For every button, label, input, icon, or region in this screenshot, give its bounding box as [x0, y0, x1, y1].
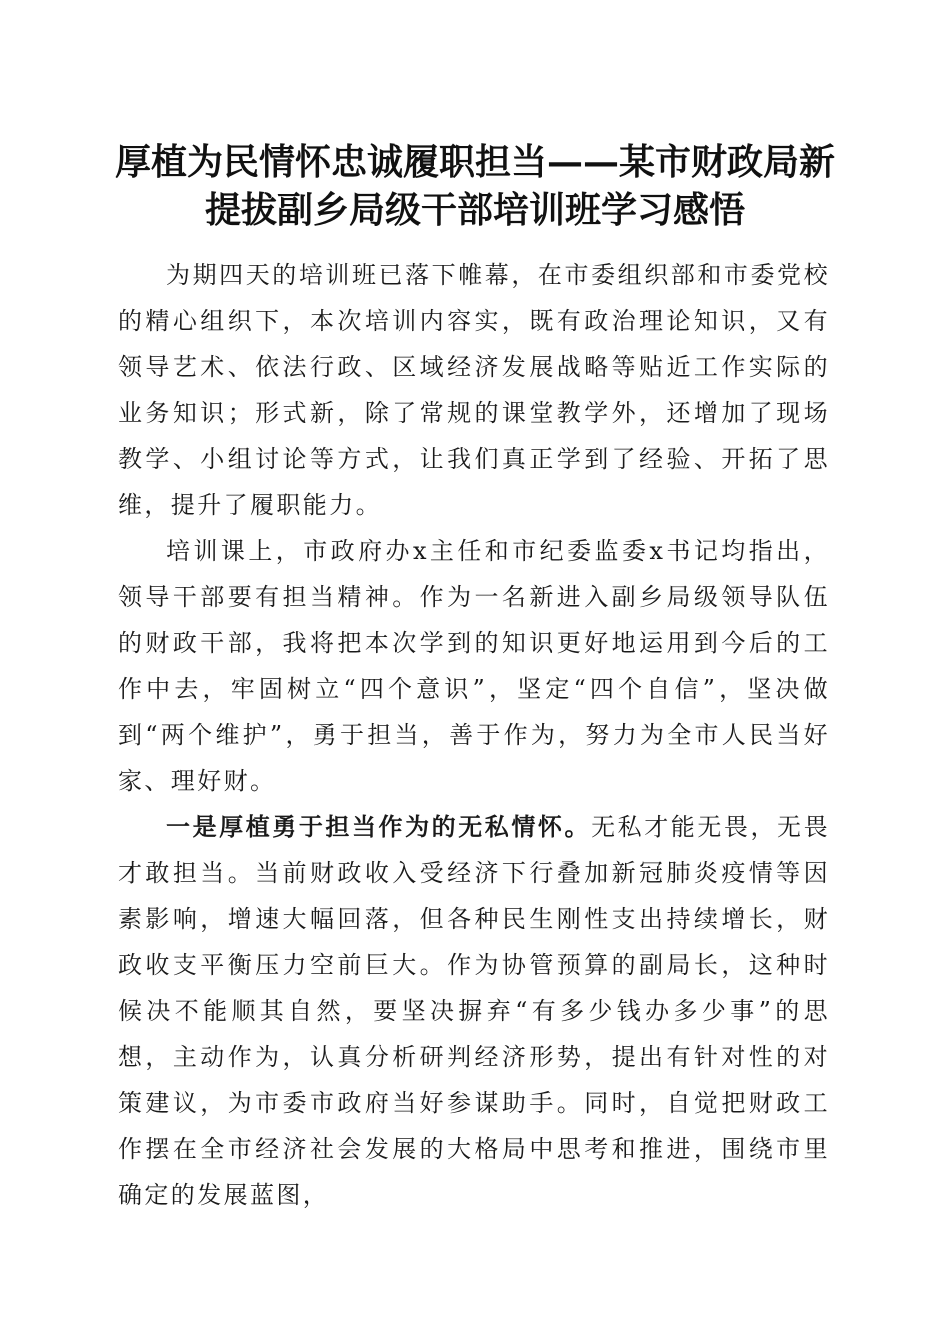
paragraph-2-text: 培训课上，市政府办x主任和市纪委监委x书记均指出，领导干部要有担当精神。作为一名新进入副乡局级领导队伍的财政干部，我将把本次学到的知识更好地运用到今后的工作中去，牢固树立“四个意识”，坚定“四个自信”，坚决做到“两个维护”，勇于担当，善于作为，努力为全市人民当好家、理好财。	[118, 537, 830, 795]
paragraph-2	[118, 528, 830, 804]
title-line-2: 提拔副乡局级干部培训班学习感悟	[204, 189, 745, 231]
title-line-1: 厚植为民情怀忠诚履职担当——某市财政局新	[114, 141, 835, 183]
paragraph-1-text: 为期四天的培训班已落下帷幕，在市委组织部和市委党校的精心组织下，本次培训内容实，既有政治理论知识，又有领导艺术、依法行政、区域经济发展战略等贴近工作实际的业务知识；形式新，除了常规的课堂教学外，还增加了现场教学、小组讨论等方式，让我们真正学到了经验、开拓了思维，提升了履职能力。	[118, 261, 830, 519]
paragraph-3-text: 无私才能无畏，无畏才敢担当。当前财政收入受经济下行叠加新冠肺炎疫情等因素影响，增速大幅回落，但各种民生刚性支出持续增长，财政收支平衡压力空前巨大。作为协管预算的副局长，这种时候决不能顺其自然，要坚决摒弃“有多少钱办多少事”的思想，主动作为，认真分析研判经济形势，提出有针对性的对策建议，为市委市政府当好参谋助手。同时，自觉把财政工作摆在全市经济社会发展的大格局中思考和推进，围绕市里确定的发展蓝图，	[118, 813, 830, 1209]
paragraph-3	[118, 804, 830, 1218]
paragraph-1	[118, 252, 830, 528]
document-body	[118, 252, 830, 1218]
document-title	[100, 138, 850, 234]
paragraph-3-lead: 一是厚植勇于担当作为的无私情怀。	[166, 812, 592, 841]
